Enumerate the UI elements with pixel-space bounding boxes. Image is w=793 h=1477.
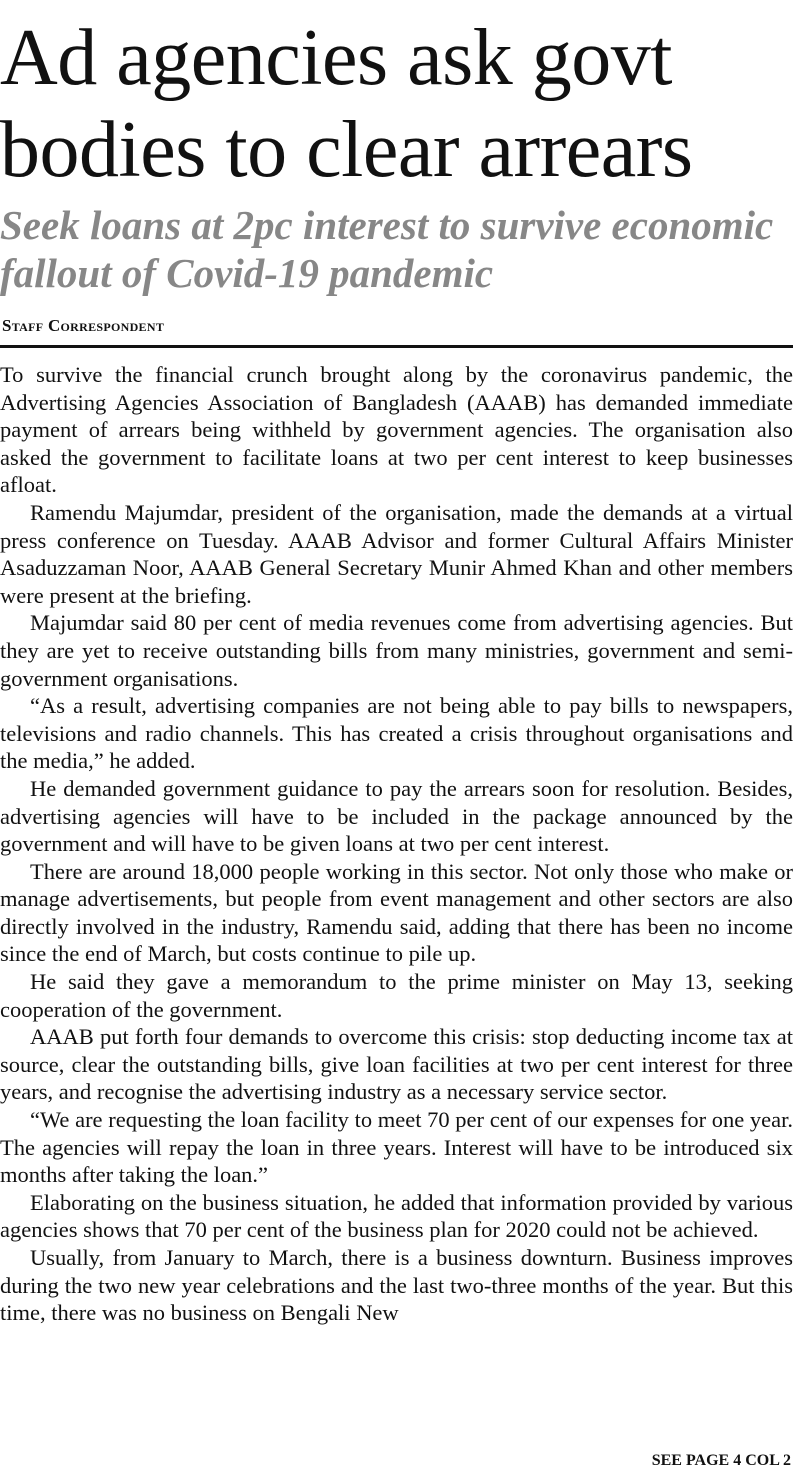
paragraph: There are around 18,000 people working in this sector. Not only those who make or manage advertisements, but people from event management and other sectors are also directly involved in the industry, Ramendu said, adding that there has been no income since the end of March, but costs continue to pile up. — [0, 858, 793, 967]
paragraph: He said they gave a memorandum to the prime minister on May 13, seeking cooperation of the government. — [0, 969, 793, 1022]
subheadline: Seek loans at 2pc interest to survive economic fallout of Covid-19 pandemic — [0, 202, 774, 296]
article-body — [0, 361, 793, 1327]
paragraph: “As a result, advertising companies are not being able to pay bills to newspapers, televisions and radio channels. This has created a crisis throughout organisations and the media,” he added. — [0, 693, 793, 774]
paragraph: He demanded government guidance to pay the arrears soon for resolution. Besides, advertising agencies will have to be included in the package announced by the government and will have to be given loans at two per cent interest. — [0, 775, 793, 857]
headline: Ad agencies ask govt bodies to clear arrears — [0, 14, 693, 194]
paragraph: To survive the financial crunch brought along by the coronavirus pandemic, the Advertising Agencies Association of Bangladesh (AAAB) has demanded immediate payment of arrears being withheld by government agencies. The organisation also asked the government to facilitate loans at two per cent interest to keep businesses afloat. — [0, 362, 793, 498]
paragraph: Usually, from January to March, there is a business downturn. Business improves during the two new year celebrations and the last two-three months of the year. But this time, there was no business on Bengali New — [0, 1245, 793, 1326]
paragraph: Elaborating on the business situation, he added that information provided by various agencies shows that 70 per cent of the business plan for 2020 could not be achieved. — [0, 1189, 793, 1243]
paragraph: “We are requesting the loan facility to meet 70 per cent of our expenses for one year. The agencies will repay the loan in three years. Interest will have to be introduced six months after taking the loan.” — [0, 1107, 793, 1188]
paragraph: AAAB put forth four demands to overcome this crisis: stop deducting income tax at source, clear the outstanding bills, give loan facilities at two per cent interest for three years, and recognise the advertising industry as a necessary service sector. — [0, 1024, 793, 1105]
paragraph: Majumdar said 80 per cent of media revenues come from advertising agencies. But they are yet to receive outstanding bills from many ministries, government and semi-government organisations. — [0, 610, 793, 691]
byline: Staff Correspondent — [2, 316, 165, 335]
byline-divider — [0, 345, 793, 348]
continuation-jump-line: SEE PAGE 4 COL 2 — [651, 1452, 791, 1469]
paragraph: Ramendu Majumdar, president of the organisation, made the demands at a virtual press conference on Tuesday. AAAB Advisor and former Cultural Affairs Minister Asaduzzaman Noor, AAAB General Secretary Munir Ahmed Khan and other members were present at the briefing. — [0, 499, 793, 608]
